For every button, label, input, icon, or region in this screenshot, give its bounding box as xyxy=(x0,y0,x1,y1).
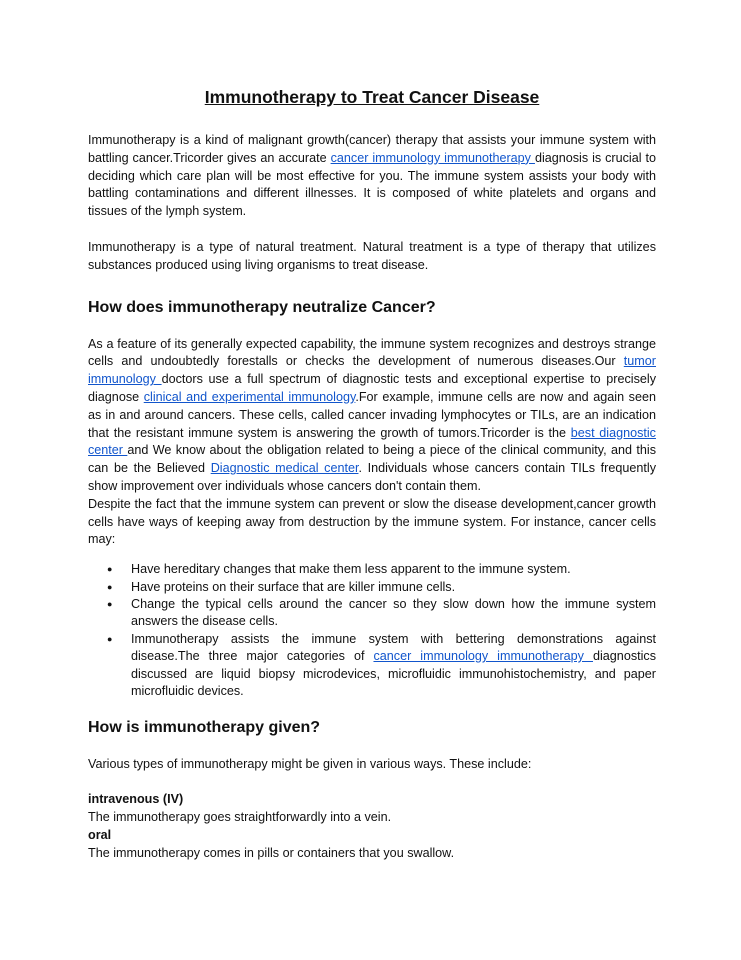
section-heading-neutralize: How does immunotherapy neutralize Cancer? xyxy=(88,298,436,316)
intro-paragraph-1 xyxy=(88,132,656,221)
section1-text-b: doctors use a full spectrum of diagnostic tests and exceptional expertise to precisely diagnose xyxy=(88,372,656,404)
section1-paragraph-2: Despite the fact that the immune system can prevent or slow the disease development,cancer growth cells have ways of keeping away from destruction by the immune system. For instance, cancer cells may: xyxy=(88,496,656,547)
list-item: ● Have proteins on their surface that are killer immune cells. xyxy=(131,579,656,596)
document-body xyxy=(88,86,656,862)
section1-text-a: As a feature of its generally expected capability, the immune system recognizes and destroys strange cells and undoubtedly forestalls or checks the development of numerous diseases.Our xyxy=(88,336,656,369)
link-tumor-immunology[interactable]: tumor immunology xyxy=(88,354,656,387)
method-text-oral: The immunotherapy comes in pills or containers that you swallow. xyxy=(88,845,455,860)
method-title-oral: oral xyxy=(88,827,112,842)
method-title-intravenous: intravenous (IV) xyxy=(88,792,184,807)
link-clinical-experimental-immunology[interactable]: clinical and experimental immunology xyxy=(143,389,356,404)
link-diagnostic-medical-center[interactable]: Diagnostic medical center xyxy=(210,461,359,476)
section1-text-e: . Individuals whose cancers contain TILs frequently show improvement over individuals whose cancers don't contain them. xyxy=(88,461,656,493)
cancer-cell-bullet-list xyxy=(88,561,656,700)
list-item xyxy=(131,631,656,701)
list-item: ● Have hereditary changes that make them less apparent to the immune system. xyxy=(131,561,656,578)
section2-intro: Various types of immunotherapy might be given in various ways. These include: xyxy=(88,757,532,772)
link-best-diagnostic-center[interactable]: best diagnostic center xyxy=(88,425,656,458)
section1-text-c: .For example, immune cells are now and again seen as in and around cancers. These cells, called cancer invading lymphocytes or TILs, are an indication that the resistant immune system is answering the growth of tumors.Tricorder is the xyxy=(88,389,656,440)
section1-text-d: and We know about the obligation related to being a piece of the clinical community, and this can be the Believed xyxy=(88,443,656,476)
page-title: Immunotherapy to Treat Cancer Disease xyxy=(204,87,540,107)
section1-paragraph-1 xyxy=(88,336,656,496)
intro-text-a: Immunotherapy is a kind of malignant growth(cancer) therapy that assists your immune system with battling cancer.Tricorder gives an accurate xyxy=(88,133,656,165)
intro-paragraph-2: Immunotherapy is a type of natural treatment. Natural treatment is a type of therapy that utilizes substances produced using living organisms to treat disease. xyxy=(88,239,656,272)
list-item: ● Change the typical cells around the cancer so they slow down how the immune system answers the disease cells. xyxy=(131,596,656,631)
link-cancer-immunology-immunotherapy[interactable]: cancer immunology immunotherapy xyxy=(330,150,535,165)
intro-text-b: diagnosis is crucial to deciding which care plan will be most effective for you. The immune system assists your body with battling contaminations and different illnesses. It is composed of white platelets and organs and tissues of the lymph system. xyxy=(88,150,656,219)
bullet4-text-a: Immunotherapy assists the immune system with bettering demonstrations against disease.The three major categories of xyxy=(131,631,656,664)
section-heading-given: How is immunotherapy given? xyxy=(88,719,321,737)
method-text-intravenous: The immunotherapy goes straightforwardly into a vein. xyxy=(88,809,392,824)
bullet4-text-b: diagnostics discussed are liquid biopsy microdevices, microfluidic immunohistochemistry, and paper microfluidic devices. xyxy=(131,649,657,698)
link-cancer-immunology-immunotherapy-2[interactable]: cancer immunology immunotherapy xyxy=(373,649,593,664)
